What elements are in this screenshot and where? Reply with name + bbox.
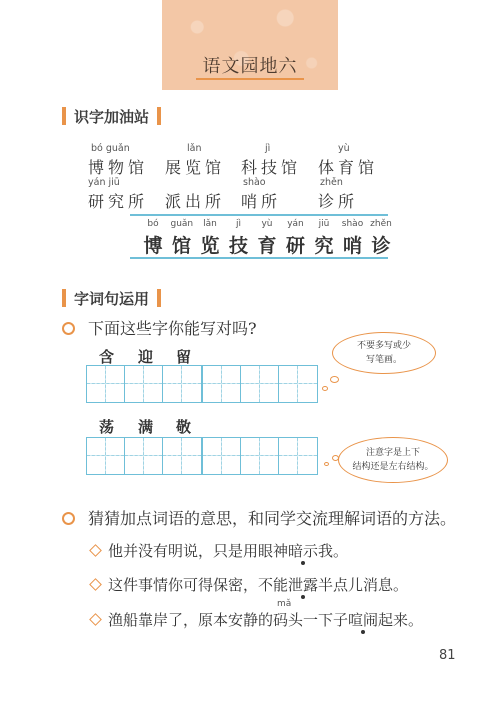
writing-grid[interactable] <box>202 365 318 403</box>
word-text: 科技馆 <box>241 158 302 177</box>
sentence-pre: 渔船靠岸了，原本安静的码头一下子 <box>108 611 349 629</box>
question-text: 猜猜加点词语的意思，和同学交流理解词语的方法。 <box>88 509 457 528</box>
char-label: 留 <box>176 348 192 366</box>
character-glyph: 技 <box>228 235 248 257</box>
diamond-bullet-icon <box>89 578 102 591</box>
tip-bubble <box>332 332 436 374</box>
word-pinyin: lǎn <box>187 143 202 154</box>
char-row-bottom-rule <box>130 257 388 259</box>
circle-bullet-icon <box>62 512 75 525</box>
char-label: 满 <box>138 418 154 436</box>
new-character <box>313 219 335 258</box>
char-label: 含 <box>99 348 115 366</box>
title-underline <box>196 78 304 80</box>
new-character <box>171 219 193 258</box>
tip-line: 不要多写或少 <box>356 341 411 351</box>
word-pinyin: yù <box>338 143 350 154</box>
section-title: 识字加油站 <box>74 107 150 126</box>
word-text: 诊所 <box>318 192 359 211</box>
word-text: 展览馆 <box>165 158 226 177</box>
character-pinyin: jì <box>235 219 241 229</box>
writing-cell[interactable] <box>279 438 317 474</box>
writing-cell[interactable] <box>163 366 201 402</box>
word-item <box>165 143 225 178</box>
word-item <box>318 143 378 178</box>
writing-cell[interactable] <box>203 366 241 402</box>
word-text: 派出所 <box>165 192 226 211</box>
character-pinyin: shào <box>341 219 364 229</box>
new-character <box>142 219 164 258</box>
character-glyph: 哨 <box>342 235 362 257</box>
writing-cell[interactable] <box>203 438 241 474</box>
new-character <box>370 219 392 258</box>
circle-bullet-icon <box>62 322 75 335</box>
character-pinyin: yù <box>261 219 273 229</box>
bubble-dot <box>330 376 339 383</box>
word-pinyin: bó guǎn <box>91 143 130 154</box>
word-item <box>241 177 281 212</box>
word-item <box>88 143 148 178</box>
section-bar-left <box>62 289 66 307</box>
char-row-top-rule <box>130 214 388 216</box>
character-glyph: 诊 <box>371 235 391 257</box>
char-label: 敬 <box>176 418 192 436</box>
word-text: 博物馆 <box>88 158 149 177</box>
pinyin-annotation: mǎ <box>277 599 292 609</box>
writing-grid[interactable] <box>202 437 318 475</box>
emphasized-word: 暗示 <box>288 542 319 560</box>
word-text: 研究所 <box>88 192 149 211</box>
emphasized-word: 喧闹 <box>348 611 379 629</box>
tip-bubble <box>338 437 448 483</box>
emphasized-word: 泄露 <box>288 576 319 594</box>
section-bar-right <box>157 107 161 125</box>
writing-grid[interactable] <box>86 365 202 403</box>
sentence-post: 起来。 <box>378 611 424 629</box>
character-glyph: 览 <box>200 235 220 257</box>
word-text: 体育馆 <box>318 158 379 177</box>
word-pinyin: jì <box>265 143 271 154</box>
writing-grid[interactable] <box>86 437 202 475</box>
writing-cell[interactable] <box>125 438 163 474</box>
word-item <box>241 143 301 178</box>
writing-cell[interactable] <box>241 366 279 402</box>
character-pinyin: guǎn <box>170 219 194 229</box>
sentence-pre: 他并没有明说，只是用眼神 <box>108 542 289 560</box>
new-character <box>228 219 250 258</box>
char-label: 迎 <box>138 348 154 366</box>
character-pinyin: lǎn <box>203 219 217 229</box>
word-item <box>88 177 148 212</box>
writing-cell[interactable] <box>87 438 125 474</box>
page-number: 81 <box>439 648 456 663</box>
bubble-dot <box>324 462 329 466</box>
sentence-post: 我。 <box>318 542 349 560</box>
char-label: 荡 <box>99 418 115 436</box>
section-header-word-usage <box>62 288 161 308</box>
diamond-bullet-icon <box>89 613 102 626</box>
diamond-bullet-icon <box>89 544 102 557</box>
character-pinyin: yán <box>287 219 304 229</box>
writing-cell[interactable] <box>163 438 201 474</box>
word-item <box>165 177 225 212</box>
writing-cell[interactable] <box>87 366 125 402</box>
tip-line: 写笔画。 <box>365 355 402 365</box>
word-pinyin: yán jiū <box>88 177 120 188</box>
character-glyph: 育 <box>257 235 277 257</box>
word-pinyin <box>165 177 225 189</box>
sentence-post: 半点儿消息。 <box>318 576 409 594</box>
tip-line: 注意字是上下 <box>365 448 420 458</box>
tip-line: 结构还是左右结构。 <box>352 462 434 472</box>
character-pinyin: zhěn <box>370 219 392 229</box>
section-title: 字词句运用 <box>74 289 150 308</box>
new-character <box>285 219 307 258</box>
character-pinyin: jiū <box>318 219 330 229</box>
section-bar-left <box>62 107 66 125</box>
writing-cell[interactable] <box>125 366 163 402</box>
writing-cell[interactable] <box>279 366 317 402</box>
writing-cell[interactable] <box>241 438 279 474</box>
section-bar-right <box>157 289 161 307</box>
bubble-dot <box>332 455 339 461</box>
section-header-literacy <box>62 106 161 126</box>
character-glyph: 研 <box>285 235 305 257</box>
sentence-pre: 这件事情你可得保密，不能 <box>108 576 289 594</box>
word-item <box>318 177 358 212</box>
example-sentence <box>108 540 348 561</box>
word-pinyin: zhěn <box>320 177 343 188</box>
new-character <box>342 219 364 258</box>
character-pinyin: bó <box>147 219 159 229</box>
word-text: 哨所 <box>241 192 282 211</box>
page-title: 语文园地六 <box>202 56 298 77</box>
word-pinyin: shào <box>243 177 266 188</box>
example-sentence <box>108 609 423 630</box>
character-glyph: 馆 <box>171 235 191 257</box>
character-glyph: 究 <box>314 235 334 257</box>
new-character <box>256 219 278 258</box>
example-sentence <box>108 574 408 595</box>
question-text: 下面这些字你能写对吗? <box>88 319 257 338</box>
bubble-dot <box>322 386 328 391</box>
new-character <box>199 219 221 258</box>
character-glyph: 博 <box>143 235 163 257</box>
